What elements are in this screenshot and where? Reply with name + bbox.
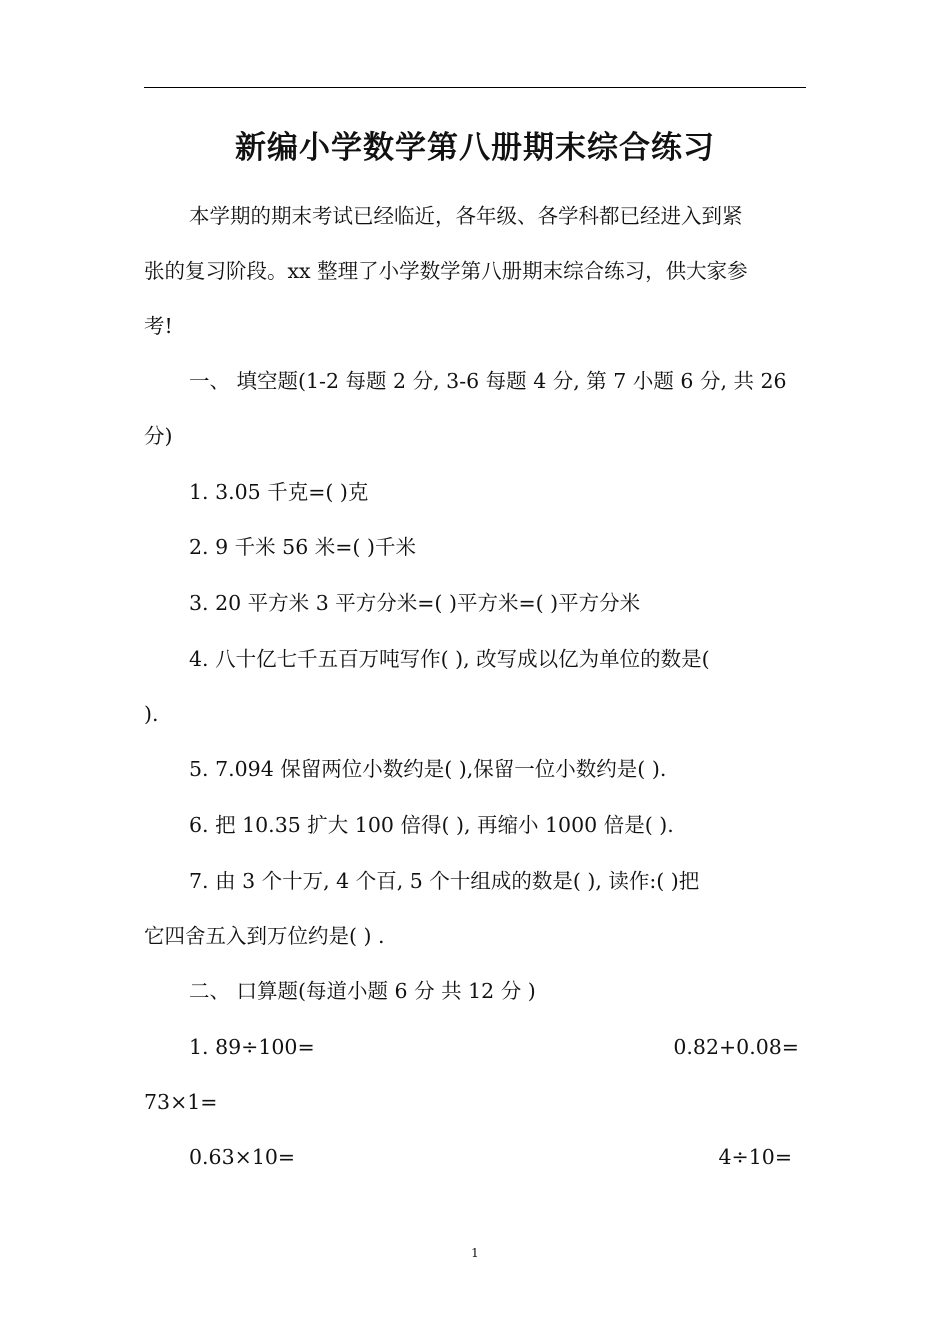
question-6: 6. 把 10.35 扩大 100 倍得( ), 再缩小 1000 倍是( ). xyxy=(189,813,674,837)
question-4-cont: ). xyxy=(144,702,159,726)
question-7-cont: 它四舍五入到万位约是( ) . xyxy=(144,924,385,948)
intro-line-2: 张的复习阶段。xx 整理了小学数学第八册期末综合练习，供大家参 xyxy=(144,259,748,283)
page-number: 1 xyxy=(471,1246,479,1260)
section1-heading: 一、 填空题(1-2 每题 2 分, 3-6 每题 4 分, 第 7 小题 6 分, 共 26 xyxy=(189,369,787,393)
section1-heading-cont: 分) xyxy=(144,424,173,448)
question-7: 7. 由 3 个十万, 4 个百, 5 个十组成的数是( ), 读作:( )把 xyxy=(189,869,700,893)
question-2: 2. 9 千米 56 米=( )千米 xyxy=(189,535,416,559)
document-title: 新编小学数学第八册期末综合练习 xyxy=(235,130,715,166)
calc-row-3 xyxy=(189,1142,792,1172)
intro-line-3: 考! xyxy=(144,314,173,338)
question-3: 3. 20 平方米 3 平方分米=( )平方米=( )平方分米 xyxy=(189,591,641,615)
section2-heading: 二、 口算题(每道小题 6 分 共 12 分 ) xyxy=(189,979,536,1003)
calc-row-1 xyxy=(189,1032,799,1062)
question-5: 5. 7.094 保留两位小数约是( ),保留一位小数约是( ). xyxy=(189,757,667,781)
intro-line-1: 本学期的期末考试已经临近，各年级、各学科都已经进入到紧 xyxy=(189,204,743,228)
calc-item: 1. 89÷100= xyxy=(189,1035,315,1059)
calc-item: 0.82+0.08= xyxy=(673,1035,799,1059)
question-1: 1. 3.05 千克=( )克 xyxy=(189,480,369,504)
calc-item: 0.63×10= xyxy=(189,1145,296,1169)
header-rule xyxy=(144,87,806,88)
calc-row-2: 73×1= xyxy=(144,1090,218,1114)
question-4: 4. 八十亿七千五百万吨写作( ), 改写成以亿为单位的数是( xyxy=(189,647,710,671)
calc-item: 4÷10= xyxy=(718,1145,792,1169)
